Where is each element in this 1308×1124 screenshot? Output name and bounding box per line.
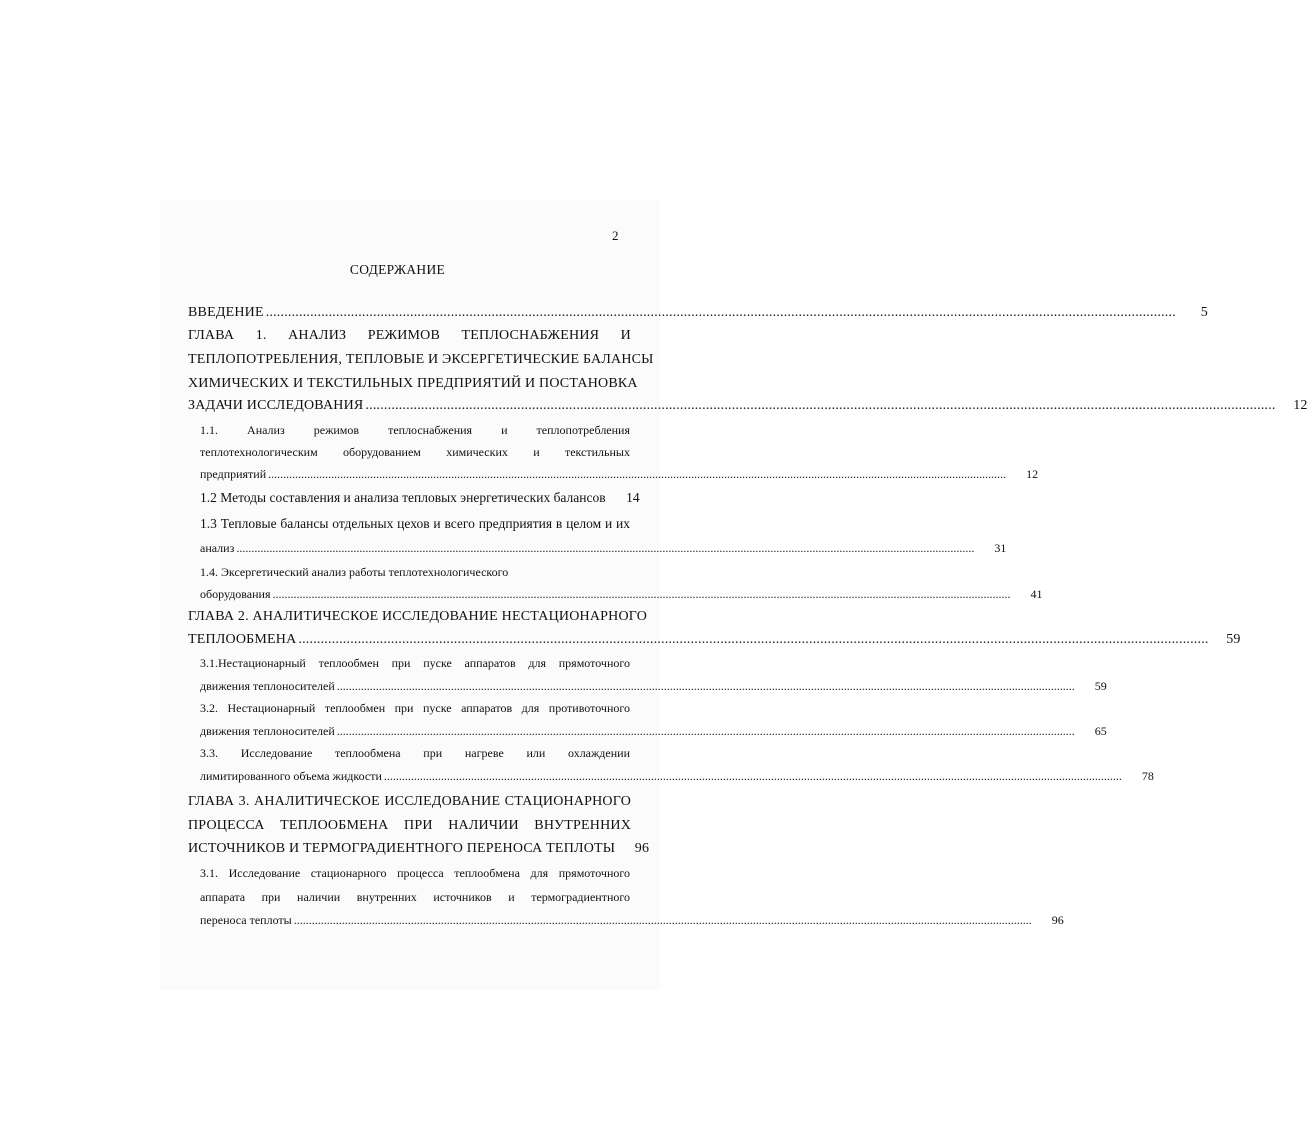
toc-entry-title: ТЕПЛООБМЕНА xyxy=(188,632,297,647)
toc-page-number: 78 xyxy=(1141,769,1154,783)
toc-page-number: 14 xyxy=(626,490,640,505)
toc-section-3-3-line-1: 3.3. Исследование теплообмена при нагреве или охлаждении xyxy=(200,746,630,760)
toc-section-3-1b-line-2: аппарата при наличии внутренних источников и термоградиентного xyxy=(200,890,630,904)
toc-section-3-1-line-1: 3.1.Нестационарный теплообмен при пуске аппаратов для прямоточного xyxy=(200,656,630,670)
toc-page-number: 41 xyxy=(1030,587,1043,601)
toc-page-number: 96 xyxy=(1051,913,1064,927)
toc-section-3-2-line-1: 3.2. Нестационарный теплообмен при пуске аппаратов для противоточного xyxy=(200,701,630,715)
toc-page-number: 59 xyxy=(1226,632,1241,647)
toc-entry-section-3-1b[interactable] xyxy=(200,913,1064,928)
toc-section-1-1-line-1: 1.1. Анализ режимов теплоснабжения и теплопотребления xyxy=(200,423,630,437)
toc-entry-title: переноса теплоты xyxy=(200,913,292,927)
leader-dots xyxy=(236,541,974,556)
leader-dots xyxy=(266,305,1176,321)
toc-page-number: 96 xyxy=(634,841,650,856)
toc-entry-section-1-4[interactable] xyxy=(200,587,1043,602)
toc-entry-section-3-2[interactable] xyxy=(200,724,1107,739)
toc-entry-title: движения теплоносителей xyxy=(200,679,335,693)
toc-section-3-1b-line-1: 3.1. Исследование стационарного процесса теплообмена для прямоточного xyxy=(200,866,630,880)
toc-chapter-1-line-2: ТЕПЛОПОТРЕБЛЕНИЯ, ТЕПЛОВЫЕ И ЭКСЕРГЕТИЧЕСКИЕ БАЛАНСЫ xyxy=(188,352,654,367)
toc-chapter-3-line-1: ГЛАВА 3. АНАЛИТИЧЕСКОЕ ИССЛЕДОВАНИЕ СТАЦИОНАРНОГО xyxy=(188,794,631,809)
leader-dots xyxy=(273,587,1011,602)
toc-page-number: 65 xyxy=(1094,724,1107,738)
toc-section-1-1-line-2: теплотехнологическим оборудованием химических и текстильных xyxy=(200,445,630,459)
toc-section-1-3-line-1: 1.3 Тепловые балансы отдельных цехов и всего предприятия в целом и их xyxy=(200,516,630,531)
page-number: 2 xyxy=(612,228,619,243)
leader-dots xyxy=(384,769,1122,784)
toc-entry-title: оборудования xyxy=(200,587,271,601)
toc-entry-title: движения теплоносителей xyxy=(200,724,335,738)
toc-page-number: 5 xyxy=(1200,305,1208,320)
leader-dots xyxy=(365,398,1275,414)
toc-page-number: 31 xyxy=(994,541,1007,555)
leader-dots xyxy=(337,724,1075,739)
toc-section-1-4-line-1: 1.4. Эксергетический анализ работы теплотехнологического xyxy=(200,565,509,579)
toc-page-number: 12 xyxy=(1293,398,1308,413)
toc-chapter-1-line-3: ХИМИЧЕСКИХ И ТЕКСТИЛЬНЫХ ПРЕДПРИЯТИЙ И ПОСТАНОВКА xyxy=(188,376,638,391)
toc-entry-title: анализ xyxy=(200,541,235,555)
toc-page-number: 59 xyxy=(1094,679,1107,693)
toc-entry-title: 1.2 Методы составления и анализа тепловых энергетических балансов xyxy=(200,490,606,505)
leader-dots xyxy=(268,467,1006,482)
toc-entry-section-1-1[interactable] xyxy=(200,467,1039,482)
leader-dots xyxy=(294,913,1032,928)
page-title: СОДЕРЖАНИЕ xyxy=(349,262,446,277)
toc-entry-chapter-1[interactable] xyxy=(188,398,1308,414)
leader-dots xyxy=(337,679,1075,694)
toc-chapter-3-line-2: ПРОЦЕССА ТЕПЛООБМЕНА ПРИ НАЛИЧИИ ВНУТРЕННИХ xyxy=(188,818,631,833)
leader-dots xyxy=(298,632,1208,648)
toc-entry-chapter-3[interactable] xyxy=(188,841,650,857)
toc-entry-title: лимитированного объема жидкости xyxy=(200,769,382,783)
toc-entry-chapter-2[interactable] xyxy=(188,632,1241,648)
toc-entry-section-1-3[interactable] xyxy=(200,541,1007,556)
toc-entry-section-3-1[interactable] xyxy=(200,679,1107,694)
toc-chapter-1-line-1: ГЛАВА 1. АНАЛИЗ РЕЖИМОВ ТЕПЛОСНАБЖЕНИЯ И xyxy=(188,328,631,343)
toc-entry-title: ВВЕДЕНИЕ xyxy=(188,305,264,320)
toc-entry-introduction[interactable] xyxy=(188,305,1208,321)
toc-entry-title: ЗАДАЧИ ИССЛЕДОВАНИЯ xyxy=(188,398,364,413)
toc-entry-title: предприятий xyxy=(200,467,267,481)
toc-chapter-2-line-1: ГЛАВА 2. АНАЛИТИЧЕСКОЕ ИССЛЕДОВАНИЕ НЕСТАЦИОНАРНОГО xyxy=(188,609,648,624)
toc-entry-section-3-3[interactable] xyxy=(200,769,1154,784)
toc-page-number: 12 xyxy=(1026,467,1039,481)
toc-entry-section-1-2[interactable] xyxy=(200,490,640,506)
toc-entry-title: ИСТОЧНИКОВ И ТЕРМОГРАДИЕНТНОГО ПЕРЕНОСА ТЕПЛОТЫ xyxy=(188,841,616,856)
